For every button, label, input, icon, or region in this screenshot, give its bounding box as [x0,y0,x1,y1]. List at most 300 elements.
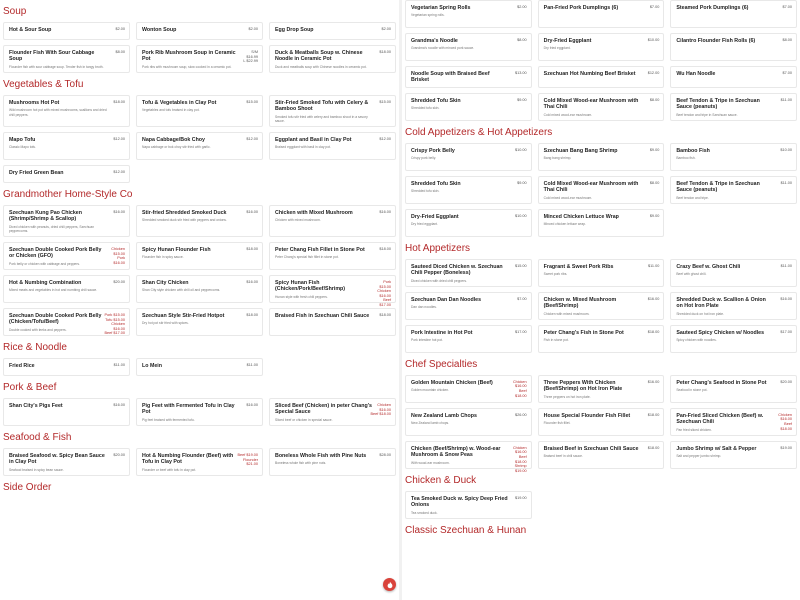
menu-item-price: $17.00 [515,329,527,334]
menu-item-description: With wood-ear mushroom. [411,460,450,465]
menu-item-card[interactable] [538,93,665,121]
menu-item-name: Szechuan Double Cooked Pork Belly or Chicken (GFO) [9,247,102,260]
menu-item-description: Flounder fish with sour cabbage soup. Tender fish in tangy broth. [9,64,104,69]
menu-item-card[interactable] [538,143,665,171]
menu-item-card[interactable] [136,308,263,336]
menu-item-price: Beef $19.00 Flounder $21.00 [237,453,258,467]
menu-item-price: $18.00 [647,412,660,417]
menu-item-name: Braised Beef in Szechuan Chili Sauce [543,445,639,452]
menu-item-description: Grandma's noodle with minced pork sauce. [411,46,475,51]
menu-item-description: Smoked tofu stir fried with celery and bamboo shoot in a savory sauce. [275,114,368,123]
menu-item-name: Shredded Tofu Skin [411,180,461,187]
menu-item-description: Duck and meatballs soup with Chinese noodles in ceramic pot. [275,64,367,69]
menu-item-description: Cold mixed wood-ear mushroom. [543,195,593,200]
menu-item-name: Eggplant and Basil in Clay Pot [275,137,352,143]
menu-item-card[interactable] [405,93,532,121]
menu-item-price: Pork $15.00 Chicken $16.00 Beef $17.00 [377,280,391,307]
menu-items-grid [402,259,800,353]
menu-item-card[interactable] [405,66,532,88]
menu-item-name: Shan City Chicken [142,280,189,286]
menu-item-name: Mushrooms Hot Pot [9,100,60,106]
menu-item-name: Shan City's Pigs Feet [9,403,63,409]
menu-item-description: Beef with ghost chili. [676,272,707,277]
menu-item-card[interactable] [136,275,263,303]
menu-item-card[interactable] [405,209,532,237]
menu-item-name: Braised Fish in Szechuan Chili Sauce [275,313,370,319]
menu-item-card[interactable] [269,308,396,336]
menu-item-price: $15.00 [246,100,258,104]
menu-item-card[interactable] [538,209,665,237]
section-title: Grandmother Home-Style Co [3,189,133,200]
menu-item-price: $16.00 [780,296,792,301]
menu-item-price: $16.00 [246,210,258,214]
section-title: Vegetables & Tofu [3,79,84,90]
menu-item-price: $11.00 [647,263,660,268]
menu-item-card[interactable] [405,441,532,473]
menu-item-name: Vegetarian Spring Rolls [411,5,471,11]
menu-item-card[interactable] [405,491,532,519]
menu-item-description: Double cooked with leeks and peppers. [9,327,67,332]
menu-section-continued [402,0,800,121]
menu-item-description: Pork ribs with mushroom soup, slow cooked in a ceramic pot. [142,64,232,69]
menu-item-name: Jumbo Shrimp w/ Salt & Pepper [676,445,757,452]
menu-item-name: Cold Mixed Wood-ear Mushroom with Thai Chili [543,97,639,111]
menu-item-name: Szechuan Bang Bang Shrimp [543,147,618,154]
menu-item-description: Dry fried eggplant. [543,46,571,51]
menu-item-price: $9.00 [517,180,527,185]
menu-item-name: Peter Chang's Seafood in Stone Pot [676,379,767,386]
menu-item-card[interactable] [670,292,797,320]
menu-item-price: $18.00 [246,313,258,317]
menu-item-name: Chicken with Mixed Mushroom [275,210,353,216]
menu-item-card[interactable] [269,132,396,160]
menu-item-price: $10.00 [515,213,527,218]
menu-item-card[interactable] [136,205,263,237]
menu-item-card[interactable] [405,33,532,61]
menu-item-description: Vegetables and tofu braised in clay pot. [142,108,200,113]
menu-item-name: Crispy Pork Belly [411,147,455,154]
menu-item-description: Shredded tofu skin. [411,189,440,194]
menu-item-name: Dry-Fried Eggplant [411,213,459,220]
menu-item-name: Three Peppers With Chicken (Beef/Shrimp) on Hot Iron Plate [543,379,623,393]
section-title: Chef Specialties [405,358,478,370]
menu-item-price: $20.00 [113,280,125,284]
menu-item-description: Salt and pepper jumbo shrimp. [676,454,722,459]
menu-item-name: Cold Mixed Wood-ear Mushroom with Thai Chili [543,180,639,194]
menu-item-price: Chicken $16.00 Beef $18.00 [778,412,792,431]
menu-item-card[interactable] [136,448,263,476]
menu-item-price: $12.00 [113,137,125,141]
menu-item-card[interactable] [269,242,396,270]
menu-item-card[interactable] [269,95,396,127]
menu-item-price: $11.00 [780,180,792,185]
menu-item-name: Sauteed Spicy Chicken w/ Noodles [676,329,765,336]
menu-item-card[interactable] [3,132,130,160]
menu-item-name: Peter Chang Fish Fillet in Stone Pot [275,247,365,253]
menu-item-name: Crazy Beef w. Ghost Chili [676,263,741,270]
menu-item-price: $16.00 [246,403,258,407]
menu-item-card[interactable] [3,22,130,40]
menu-item-card[interactable] [670,408,797,436]
menu-items-grid [402,375,800,473]
menu-item-card[interactable] [670,33,797,61]
menu-item-price: $9.00 [517,97,527,102]
menu-item-description: Golden mountain chicken. [411,388,450,393]
menu-item-card[interactable] [405,259,532,287]
menu-item-price: $11.00 [113,363,125,367]
menu-item-description: Dry hot pot stir fried with spices. [142,321,189,326]
menu-item-card[interactable] [538,408,665,436]
menu-item-name: Flounder Fish With Sour Cabbage Soup [9,50,95,63]
menu-item-card[interactable] [3,358,130,376]
menu-item-description: Seafood braised in spicy bean sauce. [9,467,64,472]
menu-item-price: $2.00 [248,27,258,31]
menu-item-card[interactable] [405,375,532,403]
menu-item-name: Spicy Hunan Fish (Chicken/Pork/Beef/Shrimp) [275,280,346,293]
menu-item-card[interactable] [670,66,797,88]
menu-item-card[interactable] [136,132,263,160]
menu-item-name: Szechuan Hot Numbing Beef Brisket [543,71,636,77]
menu-item-card[interactable] [405,325,532,353]
menu-items-grid [0,358,399,376]
menu-item-card[interactable] [538,33,665,61]
menu-item-description: Mixed meats and vegetables in hot and numbing chili sauce. [9,288,98,293]
menu-item-description: Pork belly or chicken with cabbage and peppers. [9,261,80,266]
menu-item-card[interactable] [269,398,396,426]
menu-item-price: S/M $16.99 L $22.99 [243,50,258,64]
menu-item-description: Diced chicken with dried chili peppers. [411,278,467,283]
menu-item-price: $8.00 [782,38,792,42]
menu-item-price: $13.00 [515,71,527,75]
menu-item-card[interactable] [538,176,665,204]
menu-item-price: $19.00 [780,445,792,450]
menu-section-grandmother-home-style-co [0,186,399,336]
menu-item-price: Chicken $16.00 Beef $18.00 [512,379,527,398]
menu-item-description: Chicken with mixed mushroom. [275,218,321,223]
menu-item-name: Pan-Fried Pork Dumplings (6) [543,5,619,11]
menu-items-grid [402,143,800,237]
menu-item-name: Beef Tendon & Tripe in Szechuan Sauce (peanuts) [676,97,760,111]
section-title: Side Order [3,482,52,493]
section-title: Pork & Beef [3,382,57,393]
menu-item-card[interactable] [670,93,797,121]
menu-item-description: New Zealand lamb chops. [411,421,450,426]
menu-item-name: Sliced Beef (Chicken) in peter Chang's Special Sauce [275,403,372,416]
menu-column-right [402,0,800,600]
menu-item-name: Dry-Fried Eggplant [543,38,592,44]
menu-items-grid [402,491,800,519]
menu-item-card[interactable] [405,292,532,320]
menu-item-price: $17.00 [780,329,792,334]
menu-section-chef-specialties [402,356,800,473]
menu-item-price: $8.00 [115,50,125,54]
menu-item-name: Steamed Pork Dumplings (6) [676,5,749,11]
menu-item-card[interactable] [136,242,263,270]
menu-item-name: Shredded Duck w. Scallion & Onion on Hot Iron Plate [676,296,766,310]
menu-item-price: $10.00 [515,147,527,152]
menu-item-price: $8.00 [649,180,660,185]
menu-items-grid [0,205,399,336]
menu-item-card[interactable] [3,275,130,303]
menu-item-description: Bamboo fish. [676,156,696,161]
menu-item-card[interactable] [538,66,665,88]
menu-item-price: $15.00 [379,100,391,104]
menu-item-description: Shredded smoked duck stir fried with peppers and onions. [142,218,227,223]
menu-item-price: $18.00 [246,247,258,251]
menu-column-left [0,0,399,600]
menu-item-price: $11.00 [780,263,792,268]
menu-item-name: Tea Smoked Duck w. Spicy Deep Fried Onions [411,495,508,509]
menu-item-price: Pork $15.00 Tofu $15.00 Chicken $16.00 Beef $17.00 [104,313,125,336]
menu-item-price: $16.00 [379,210,391,214]
menu-item-card[interactable] [269,205,396,237]
menu-item-name: Wonton Soup [142,27,177,33]
menu-item-card[interactable] [136,45,263,73]
menu-item-description: Dan dan noodles. [411,305,437,310]
menu-items-grid [402,0,800,121]
menu-item-card[interactable] [670,375,797,403]
menu-item-name: House Special Flounder Fish Fillet [543,412,631,419]
menu-item-description: Pan fried sliced chicken. [676,427,712,432]
menu-item-price: $18.00 [379,247,391,251]
menu-item-name: Noodle Soup with Braised Beef Brisket [411,71,490,84]
menu-item-name: Boneless Whole Fish with Pine Nuts [275,453,367,459]
menu-item-card[interactable] [269,448,396,476]
menu-item-card[interactable] [269,45,396,73]
menu-item-name: Szechuan Dan Dan Noodles [411,296,482,303]
menu-item-description: Hunan style with fresh chili peppers. [275,294,328,299]
menu-item-name: Pan-Fried Sliced Chicken (Beef) w. Szechuan Chili [676,412,764,426]
menu-items-grid [0,398,399,426]
menu-item-price: $9.00 [649,213,660,218]
menu-item-price: $10.00 [647,38,660,42]
menu-section-cold-appetizers-hot-appetizers [402,124,800,237]
menu-item-card[interactable] [670,441,797,469]
menu-items-grid [0,448,399,476]
section-title: Chicken & Duck [405,474,477,486]
menu-item-name: Spicy Hunan Flounder Fish [142,247,211,253]
menu-item-name: Braised Seafood w. Spicy Bean Sauce in Clay Pot [9,453,105,466]
menu-section-rice-noodle [0,339,399,376]
menu-section-side-order [0,479,399,496]
menu-item-name: Lo Mein [142,363,163,369]
cart-button[interactable] [383,578,396,591]
menu-item-price: $15.00 [515,263,527,268]
menu-item-price: $7.00 [517,296,527,301]
menu-item-card[interactable] [670,0,797,28]
menu-item-price: $16.00 [647,296,660,301]
menu-section-pork-beef [0,379,399,426]
menu-item-price: $28.00 [379,453,391,457]
menu-item-name: Napa Cabbage/Bok Choy [142,137,205,143]
menu-item-card[interactable] [670,143,797,171]
menu-item-description: Pig feet braised with fermented tofu. [142,417,195,422]
menu-item-description: Classic Mapo tofu. [9,145,37,150]
section-title: Hot Appetizers [405,242,471,254]
menu-item-name: Chicken w. Mixed Mushroom (Beef/Shrimp) [543,296,617,310]
menu-item-price: $18.00 [647,445,660,450]
menu-item-card[interactable] [3,308,130,336]
menu-item-description: Braised eggplant with basil in clay pot. [275,145,331,150]
menu-item-price: Chicken $16.00 Beef $18.00 Shrimp $19.00 [512,445,527,473]
menu-item-price: $16.00 [647,379,660,384]
menu-item-card[interactable] [269,275,396,307]
menu-section-chicken-duck [402,472,800,519]
menu-item-description: Diced chicken with peanuts, dried chili peppers, Szechuan peppercorns. [9,224,95,233]
menu-item-description: Flounder or beef with tofu in clay pot. [142,467,197,472]
section-title: Seafood & Fish [3,432,72,443]
menu-item-name: Chicken (Beef/Shrimp) w. Wood-ear Mushroom & Snow Peas [411,445,501,459]
menu-item-card[interactable] [538,325,665,353]
menu-item-description: Flounder fish fillet. [543,421,571,426]
menu-item-name: Sauteed Diced Chicken w. Szechuan Chili Pepper (Boneless) [411,263,503,277]
section-title: Rice & Noodle [3,342,67,353]
menu-item-price: $18.00 [379,50,391,54]
menu-item-description: Cold mixed wood-ear mushroom. [543,112,593,117]
menu-item-description: Shredded duck on hot iron plate. [676,311,724,316]
menu-item-name: Szechuan Kung Pao Chicken (Shrimp/Shrimp & Scallop) [9,210,82,223]
menu-item-description: Spicy chicken with noodles. [676,338,717,343]
menu-item-price: Chicken $15.00 Pork $16.00 [111,247,125,265]
menu-item-name: Pork Rib Mushroom Soup in Ceramic Pot [142,50,236,63]
menu-item-description: Beef tendon and tripe in Szechuan sauce. [676,112,738,117]
flame-icon [386,581,394,589]
menu-item-price: $11.00 [780,97,792,102]
menu-item-price: $16.00 [113,403,125,407]
menu-item-price: $7.00 [649,5,660,9]
menu-item-name: Minced Chicken Lettuce Wrap [543,213,619,220]
menu-item-description: Sweet pork ribs. [543,272,568,277]
menu-item-name: Bamboo Fish [676,147,710,154]
menu-item-description: Flounder fish in spicy sauce. [142,255,184,260]
menu-item-price: $20.00 [780,379,792,384]
menu-item-description: Shan City style chicken with chili oil and peppercorns. [142,288,221,293]
menu-item-description: Fish in stone pot. [543,338,569,343]
menu-item-card[interactable] [670,259,797,287]
menu-item-card[interactable] [3,448,130,476]
menu-item-card[interactable] [538,292,665,320]
menu-item-description: Vegetarian spring rolls. [411,13,445,18]
menu-item-description: Three peppers on hot iron plate. [543,394,591,399]
menu-item-name: Beef Tendon & Tripe in Szechuan Sauce (peanuts) [676,180,760,194]
menu-item-price: $7.00 [782,71,792,75]
menu-section-classic-szechuan-hunan [402,522,800,539]
menu-item-card[interactable] [269,22,396,40]
menu-item-name: Szechuan Style Stir-Fried Hotpot [142,313,225,319]
menu-item-card[interactable] [405,0,532,28]
menu-item-card[interactable] [3,95,130,127]
menu-item-card[interactable] [3,398,130,426]
menu-item-price: $12.00 [113,170,125,174]
menu-item-description: Minced chicken lettuce wrap. [543,222,586,227]
menu-item-price: $2.00 [381,27,391,31]
menu-item-price: $16.00 [246,280,258,284]
menu-section-hot-appetizers [402,240,800,353]
menu-item-card[interactable] [538,441,665,469]
menu-item-card[interactable] [538,375,665,403]
menu-item-description: Peter Chang's special fish fillet in stone pot. [275,255,339,260]
menu-item-card[interactable] [3,45,130,73]
menu-item-description: Beef tendon and tripe. [676,195,709,200]
menu-item-card[interactable] [136,22,263,40]
menu-item-card[interactable] [136,398,263,426]
menu-item-price: $12.00 [647,71,660,75]
menu-item-description: Wild mushroom hot pot with mixed mushrooms, scallions and dried chili peppers. [9,108,107,117]
menu-item-name: Hot & Numbing Combination [9,280,82,286]
menu-item-name: Hot & Sour Soup [9,27,52,33]
menu-item-name: Hot & Numbing Flounder (Beef) with Tofu in Clay Pot [142,453,234,466]
menu-item-price: $9.00 [649,147,660,152]
menu-item-card[interactable] [136,95,263,127]
menu-item-card[interactable] [670,325,797,353]
menu-item-name: Egg Drop Soup [275,27,314,33]
menu-item-name: Fried Rice [9,363,35,369]
menu-item-name: Golden Mountain Chicken (Beef) [411,379,493,386]
menu-item-name: New Zealand Lamb Chops [411,412,477,419]
menu-item-name: Wu Han Noodle [676,71,716,77]
menu-item-card[interactable] [538,0,665,28]
menu-item-card[interactable] [538,259,665,287]
menu-item-price: $2.00 [517,5,527,9]
menu-item-card[interactable] [3,205,130,237]
menu-item-description: Chicken with mixed mushroom. [543,311,590,316]
menu-item-name: Mapo Tofu [9,137,36,143]
menu-item-price: $2.00 [115,27,125,31]
menu-item-description: Shredded tofu skin. [411,106,440,111]
menu-item-name: Cilantro Flounder Fish Rolls (6) [676,38,756,44]
menu-item-card[interactable] [3,165,130,183]
menu-item-card[interactable] [136,358,263,376]
menu-item-name: Tofu & Vegetables in Clay Pot [142,100,217,106]
menu-item-name: Pork Intestine in Hot Pot [411,329,473,336]
menu-item-description: Dry fried eggplant. [411,222,438,227]
menu-item-card[interactable] [405,408,532,436]
menu-item-description: Napa cabbage or bok choy stir fried with garlic. [142,145,211,150]
section-title: Cold Appetizers & Hot Appetizers [405,126,553,138]
menu-item-description: Pork intestine hot pot. [411,338,443,343]
menu-item-description: Bang bang shrimp. [543,156,572,161]
menu-item-card[interactable] [670,176,797,204]
menu-item-price: $19.00 [515,495,527,500]
menu-item-name: Stir-Fried Smoked Tofu with Celery & Bamboo Shoot [275,100,369,113]
menu-item-description: Boneless whole fish with pine nuts. [275,461,327,466]
menu-item-name: Stir-fried Shredded Smoked Duck [142,210,227,216]
menu-item-description: Braised beef in chili sauce. [543,454,583,459]
menu-item-description: Sliced beef or chicken in special sauce. [275,417,333,422]
menu-item-card[interactable] [405,176,532,204]
menu-item-price: $11.00 [246,363,258,367]
menu-section-soup [0,3,399,73]
menu-item-name: Shredded Tofu Skin [411,97,461,104]
menu-item-price: $26.00 [515,412,527,417]
menu-item-price: $12.00 [379,137,391,141]
menu-items-grid [0,95,399,183]
menu-section-seafood-fish [0,429,399,476]
menu-item-name: Szechuan Double Cooked Pork Belly (Chicken/Tofu/Beef) [9,313,102,326]
menu-item-description: Seafood in stone pot. [676,388,708,393]
menu-item-price: $8.00 [649,97,660,102]
menu-item-price: $18.00 [379,313,391,317]
menu-item-name: Pig Feet with Fermented Tofu in Clay Pot [142,403,235,416]
menu-item-price: $18.00 [113,100,125,104]
menu-item-price: $18.00 [647,329,660,334]
menu-item-price: $8.00 [517,38,527,42]
menu-item-card[interactable] [405,143,532,171]
menu-item-card[interactable] [3,242,130,270]
menu-item-description: Crispy pork belly. [411,156,437,161]
menu-item-price: $16.00 [113,210,125,214]
menu-item-price: $12.00 [246,137,258,141]
